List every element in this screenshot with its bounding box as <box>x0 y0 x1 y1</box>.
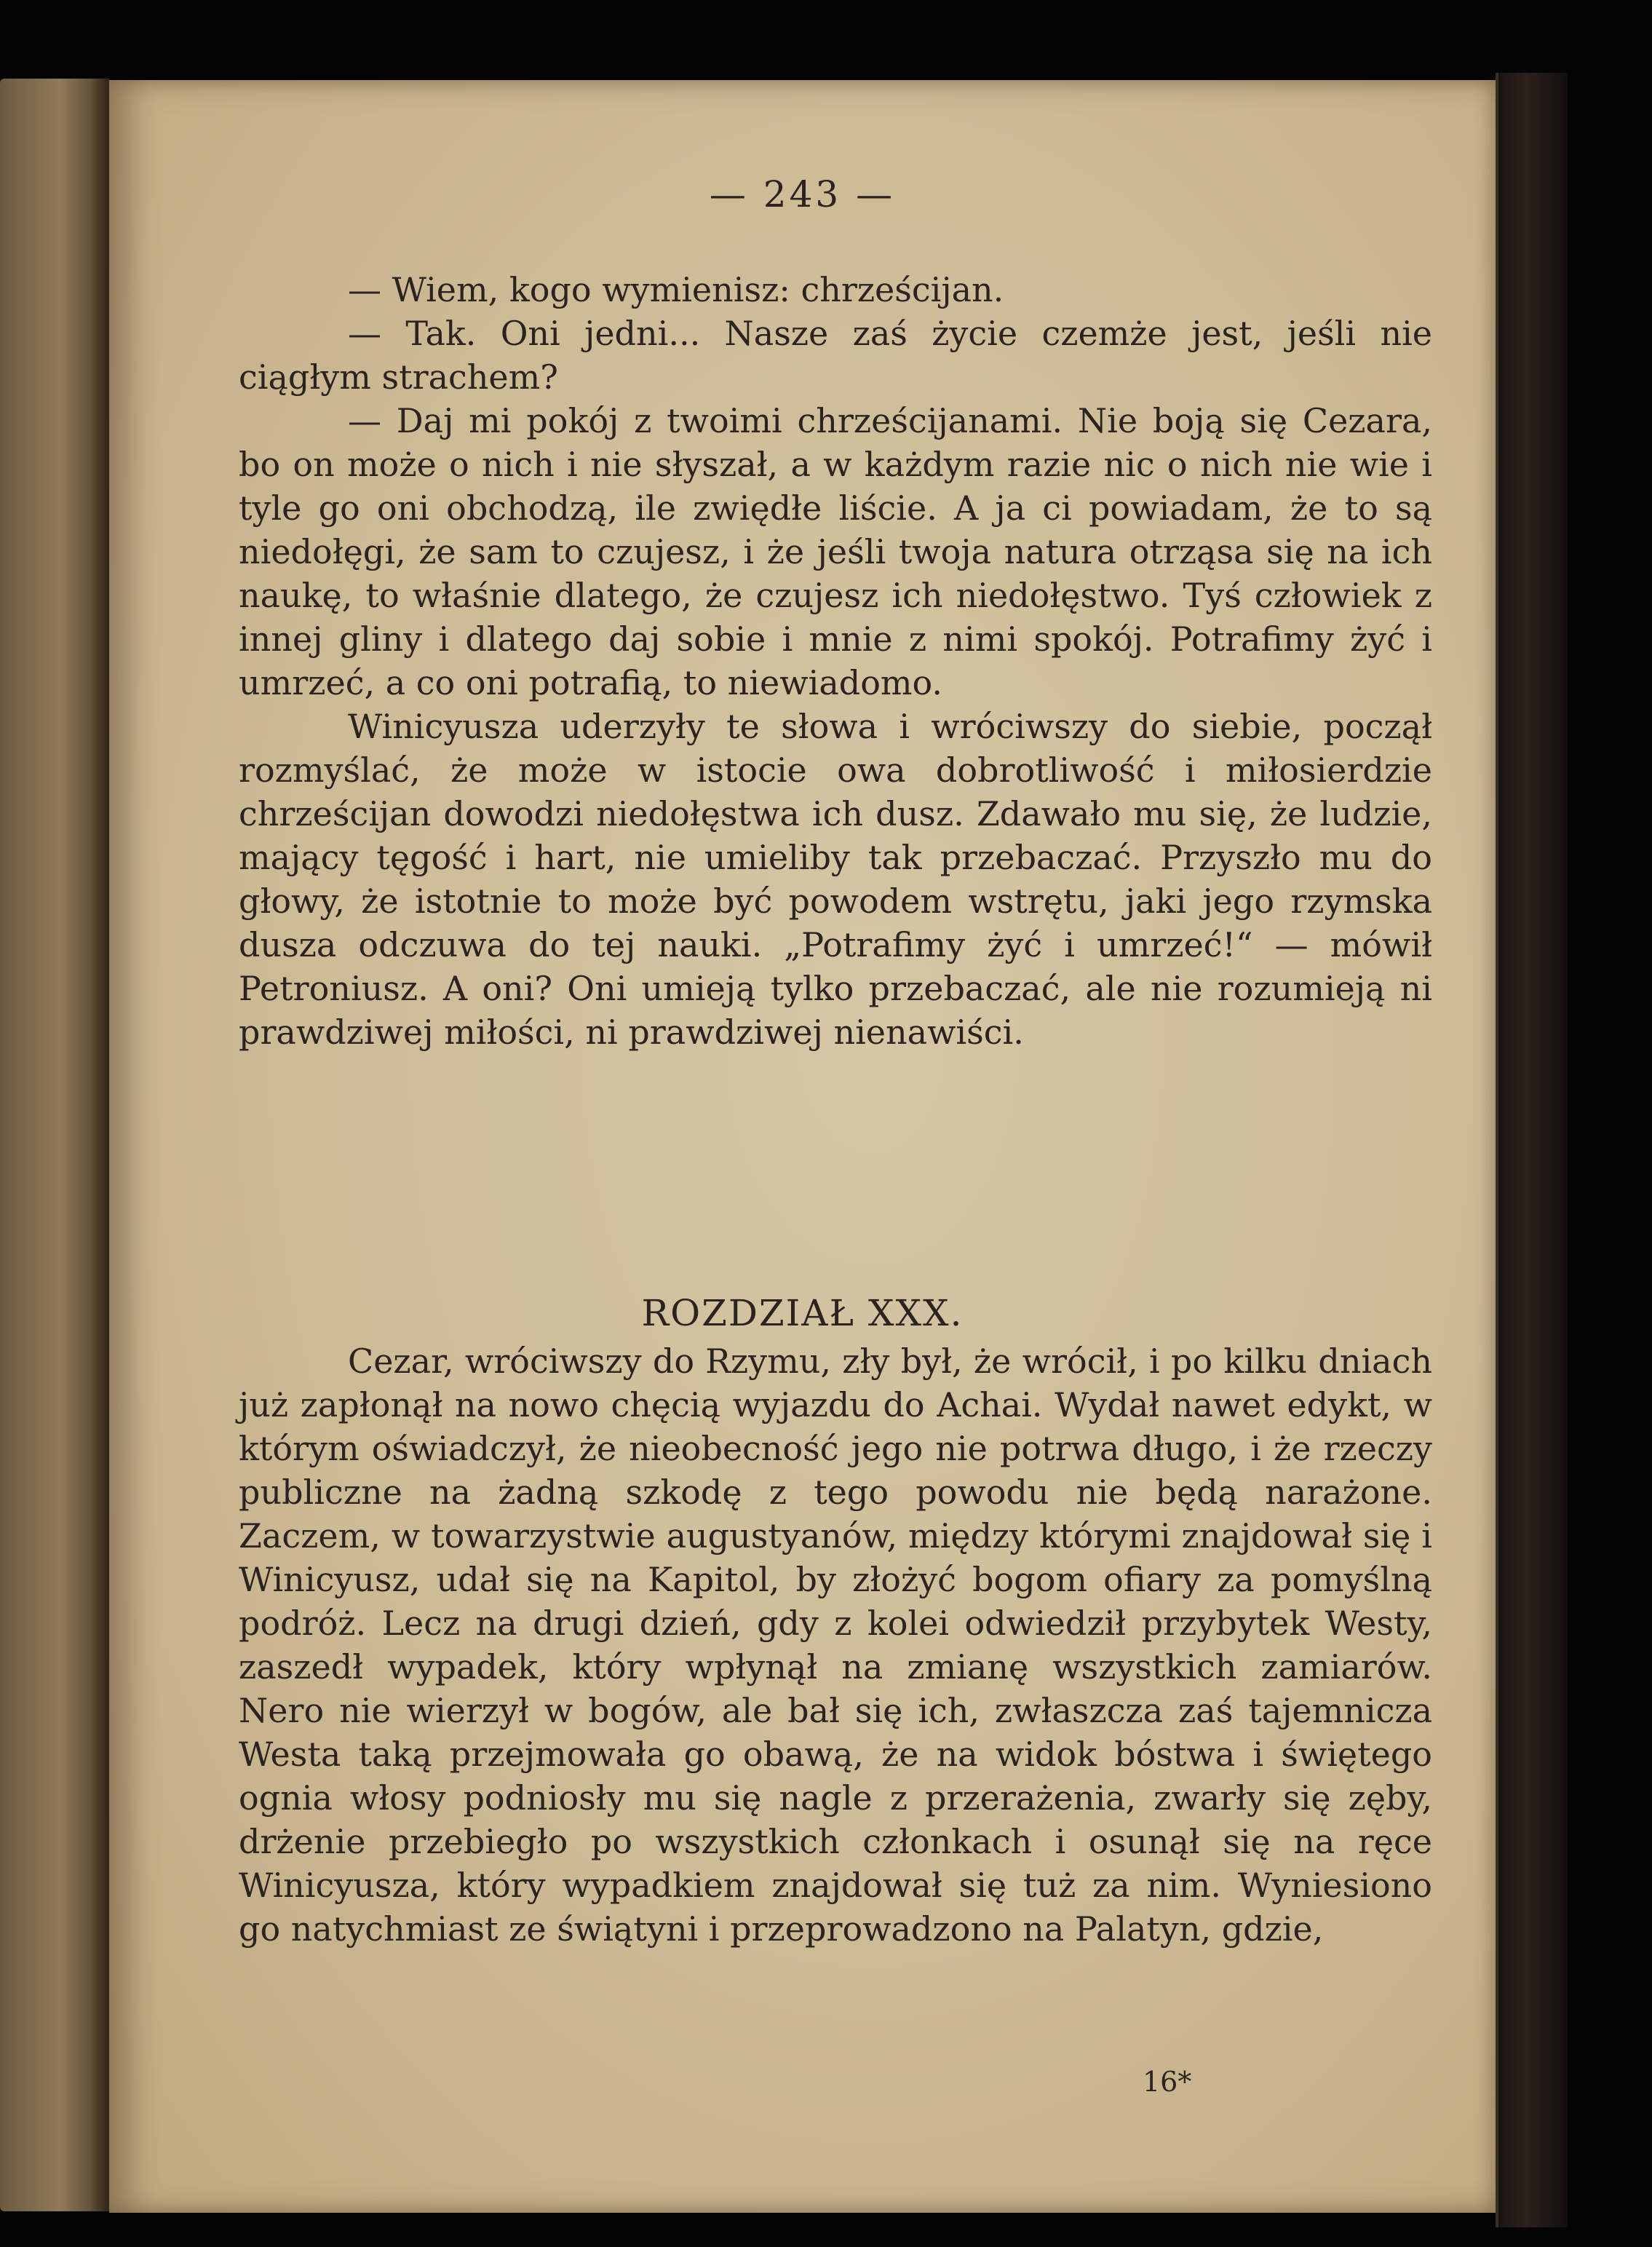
book-page <box>109 80 1496 2213</box>
page-number: — 243 — <box>709 173 896 215</box>
chapter-body <box>239 1339 1432 1951</box>
dialogue-section <box>239 268 1432 1054</box>
previous-page-edge <box>0 79 109 2211</box>
paragraph: Cezar, wróciwszy do Rzymu, zły był, że wrócił, i po kilku dniach już zapłonął na nowo chęcią wyjazdu do Achai. Wydał nawet edykt, w którym oświadczył, że nieobecność jego nie potrwa długo, i że rzeczy publiczne na żadną szkodę z tego powodu nie będą narażone. Zaczem, w towarzystwie augustyanów, między którymi znajdował się i Winicyusz, udał się na Kapitol, by złożyć bogom ofiary za pomyślną podróż. Lecz na drugi dzień, gdy z kolei odwiedził przybytek Westy, zaszedł wypadek, który wpłynął na zmianę wszystkich zamiarów. Nero nie wierzył w bogów, ale bał się ich, zwłaszcza zaś tajemnicza Westa taką przejmowała go obawą, że na widok bóstwa i świętego ognia włosy podniosły mu się nagle z przerażenia, zwarły się zęby, drżenie przebiegło po wszystkich członkach i osunął się na ręce Winicyusza, który wypadkiem znajdował się tuż za nim. Wyniesiono go natychmiast ze świątyni i przeprowadzono na Palatyn, gdzie, <box>239 1342 1432 1949</box>
paragraph: — Tak. Oni jedni... Nasze zaś życie czemże jest, jeśli nie ciągłym strachem? <box>239 314 1432 397</box>
chapter-title: ROZDZIAŁ XXX. <box>641 1292 964 1334</box>
paragraph: Winicyusza uderzyły te słowa i wróciwszy do siebie, począł rozmyślać, że może w istocie owa dobrotliwość i miłosierdzie chrześcijan dowodzi niedołęstwa ich dusz. Zdawało mu się, że ludzie, mający tęgość i hart, nie umieliby tak przebaczać. Przyszło mu do głowy, że istotnie to może być powodem wstrętu, jaki jego rzymska dusza odczuwa do tej nauki. „Potrafimy żyć i umrzeć!“ — mówił Petroniusz. A oni? Oni umieją tylko przebaczać, ale nie rozumieją ni prawdziwej miłości, ni prawdziwej nienawiści. <box>239 707 1432 1052</box>
paragraph: — Daj mi pokój z twoimi chrześcijanami. Nie boją się Cezara, bo on może o nich i nie słyszał, a w każdym razie nic o nich nie wie i tyle go oni obchodzą, ile zwiędłe liście. A ja ci powiadam, że to są niedołęgi, że sam to czujesz, i że jeśli twoja natura otrząsa się na ich naukę, to właśnie dlatego, że czujesz ich niedołęstwo. Tyś człowiek z innej gliny i dlatego daj sobie i mnie z nimi spokój. Potrafimy żyć i umrzeć, a co oni potrafią, to niewiadomo. <box>239 401 1432 702</box>
book-binding <box>1496 73 1568 2227</box>
signature-mark: 16* <box>1143 2066 1192 2098</box>
paragraph: — Wiem, kogo wymienisz: chrześcijan. <box>348 270 1004 309</box>
